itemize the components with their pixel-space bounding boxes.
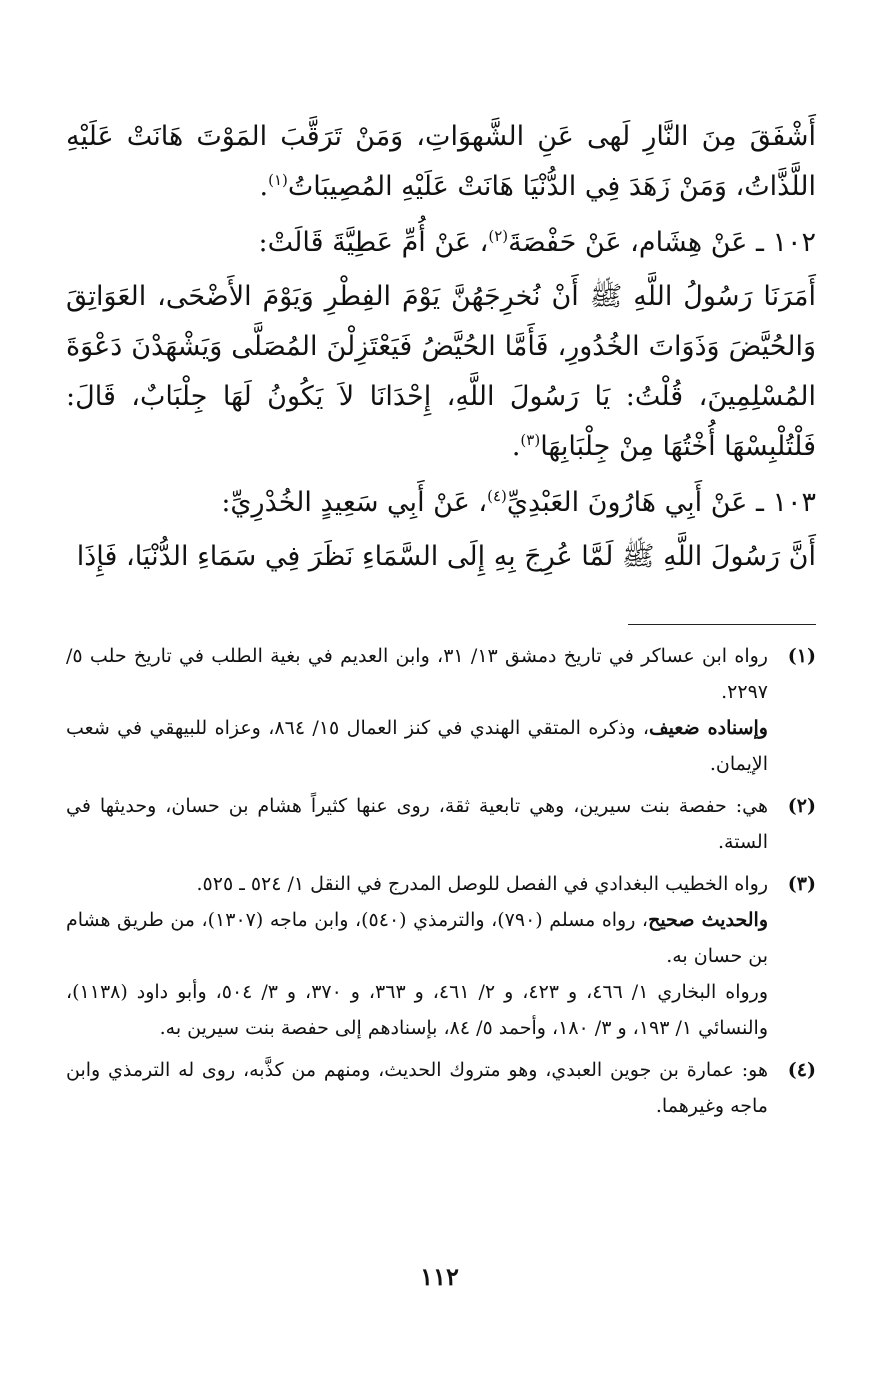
footnote-3-line-2	[66, 902, 768, 974]
footnote-2-body	[66, 788, 768, 860]
hadith-103-heading	[66, 478, 816, 528]
footnote-3-line-1: رواه الخطيب البغدادي في الفصل للوصل المدرج في النقل ١/ ٥٢٤ ـ ٥٢٥.	[196, 873, 768, 895]
hadith-102-end: .	[511, 431, 521, 462]
footnote-ref-4[interactable]: (٤)	[487, 487, 507, 505]
footnote-2-text: هي: حفصة بنت سيرين، وهي تابعية ثقة، روى عنها كثيراً هشام بن حسان، وحديثها في الستة.	[66, 795, 768, 853]
footnote-divider	[628, 624, 816, 625]
footnote-ref-2[interactable]: (٢)	[488, 227, 509, 245]
footnote-4-body	[66, 1052, 768, 1124]
footnote-1-body	[66, 638, 768, 782]
hadith-102-text	[66, 272, 816, 472]
footnote-1-line-2	[66, 710, 768, 782]
hadith-102-heading	[66, 218, 816, 268]
hadith-102-body: أَمَرَنَا رَسُولُ اللَّهِ ﷺ أَنْ نُخرِجَهُنَّ يَوْمَ الفِطْرِ وَيَوْمَ الأَضْحَى، العَوَاتِقَ وَالحُيَّضَ وَذَوَاتَ الخُدُورِ، فَأَمَّا الحُيَّضُ فَيَعْتَزِلْنَ المُصَلَّى وَيَشْهَدْنَ دَعْوَةَ المُسْلِمِينَ، قُلْتُ: يَا رَسُولَ اللَّهِ، إِحْدَانَا لاَ يَكُونُ لَهَا جِلْبَابٌ، قَالَ: فَلْتُلْبِسْهَا أُخْتُهَا مِنْ جِلْبَابِهَا	[66, 281, 816, 462]
footnote-3	[66, 866, 816, 1046]
continuation-end: .	[259, 171, 269, 202]
footnote-ref-1[interactable]: (١)	[268, 171, 288, 189]
hadith-102-chain: ١٠٢ ـ عَنْ هِشَام، عَنْ حَفْصَةَ	[508, 227, 816, 258]
page-number: ١١٢	[420, 1262, 459, 1291]
paragraph-continuation	[66, 112, 816, 212]
hadith-103-chain: ١٠٣ ـ عَنْ أَبِي هَارُونَ العَبْدِيِّ	[506, 487, 816, 518]
hadith-103-body: أَنَّ رَسُولَ اللَّهِ ﷺ لَمَّا عُرِجَ بِهِ إِلَى السَّمَاءِ نَظَرَ فِي سَمَاءِ الدُّنْيَا، فَإِذَا	[76, 541, 816, 572]
footnote-3-body	[66, 866, 768, 1046]
hadith-102-chain-end: ، عَنْ أُمِّ عَطِيَّةَ قَالَتْ:	[258, 227, 489, 258]
footnote-3-line-3: ورواه البخاري ١/ ٤٦٦، و ٤٢٣، و ٢/ ٤٦١، و ٣٦٣، و ٣٧٠، و ٣/ ٥٠٤، وأبو داود (١١٣٨)، والنسائي ١/ ١٩٣، و ٣/ ١٨٠، وأحمد ٥/ ٨٤، بإسنادهم إلى حفصة بنت سيرين به.	[66, 981, 769, 1039]
footnote-3-number: (٣)	[787, 873, 816, 895]
footnote-1-grading: وإسناده ضعيف	[648, 717, 768, 739]
footnote-ref-3[interactable]: (٣)	[520, 431, 541, 449]
footnote-3-grading: والحديث صحيح	[648, 909, 768, 931]
footnote-1-line-1: رواه ابن عساكر في تاريخ دمشق ١٣/ ٣١، وابن العديم في بغية الطلب في تاريخ حلب ٥/ ٢٢٩٧.	[66, 645, 768, 703]
footnotes	[66, 638, 816, 1130]
footnote-1-line-2-rest: ، وذكره المتقي الهندي في كنز العمال ١٥/ ٨٦٤، وعزاه للبيهقي في شعب الإيمان.	[66, 717, 768, 775]
main-text	[66, 112, 816, 586]
hadith-103-text	[66, 532, 816, 582]
footnote-1	[66, 638, 816, 782]
footnote-4-text: هو: عمارة بن جوين العبدي، وهو متروك الحديث، ومنهم من كذَّبه، روى له الترمذي وابن ماجه وغيرهما.	[66, 1059, 768, 1117]
footnote-3-line-2-rest: ، رواه مسلم (٧٩٠)، والترمذي (٥٤٠)، وابن ماجه (١٣٠٧)، من طريق هشام بن حسان به.	[66, 909, 768, 967]
footnote-4	[66, 1052, 816, 1124]
footnote-1-number: (١)	[787, 645, 816, 667]
hadith-103-chain-end: ، عَنْ أَبِي سَعِيدٍ الخُدْرِيِّ:	[221, 487, 488, 518]
footnote-4-number: (٤)	[787, 1059, 816, 1081]
footnote-2-number: (٢)	[787, 795, 816, 817]
continuation-text: أَشْفَقَ مِنَ النَّارِ لَهى عَنِ الشَّهوَاتِ، وَمَنْ تَرَقَّبَ المَوْتَ هَانَتْ عَلَيْهِ اللَّذَّاتُ، وَمَنْ زَهَدَ فِي الدُّنْيَا هَانَتْ عَلَيْهِ المُصِيبَاتُ	[66, 121, 816, 202]
footnote-2	[66, 788, 816, 860]
